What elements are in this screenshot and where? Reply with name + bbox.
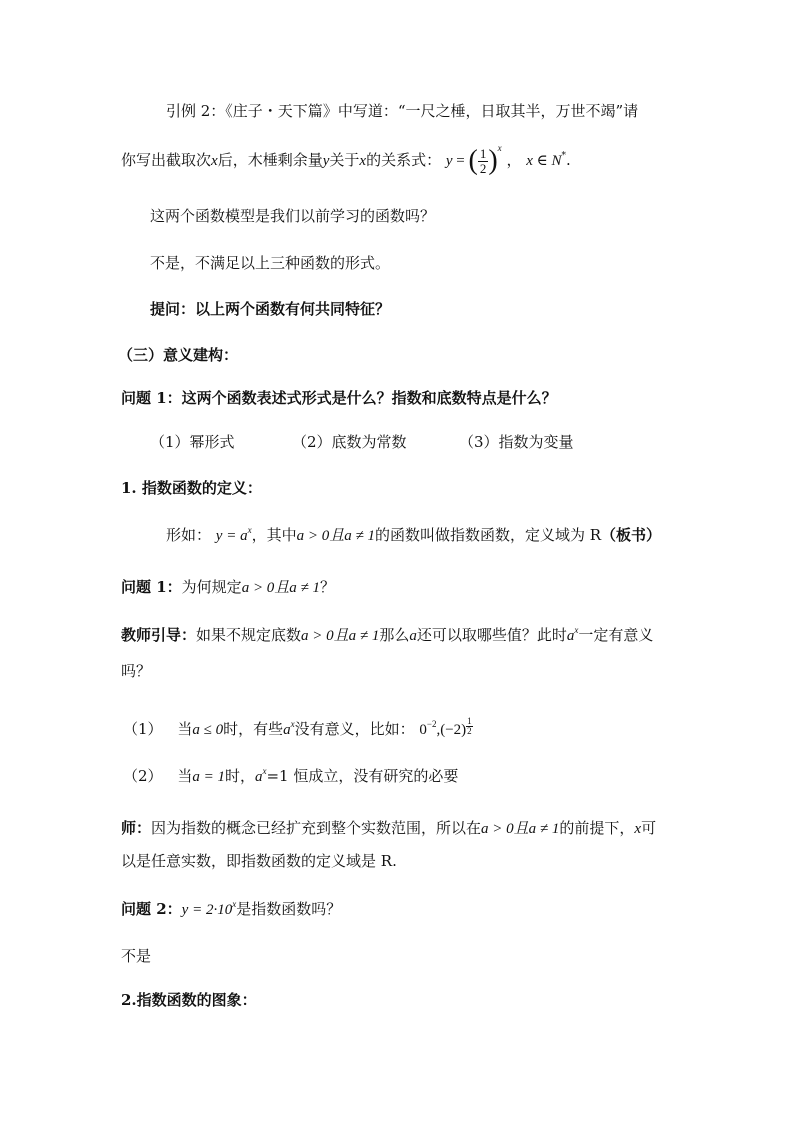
teacher-note-line-1: 师：因为指数的概念已经扩充到整个实数范围，所以在a > 0且a ≠ 1的前提下，x可 xyxy=(121,819,657,837)
var-x: x xyxy=(211,153,218,169)
var-y: y xyxy=(322,153,330,169)
example-zero-exponent: −2 xyxy=(426,719,437,729)
intro-text: 引例 2：《庄子・天下篇》中写道：“一尺之棰，日取其半，万世不竭”请 xyxy=(166,102,639,120)
prompt-question: 提问：以上两个函数有何共同特征？ xyxy=(150,300,391,318)
definition-condition: a > 0且a ≠ 1 xyxy=(296,528,375,544)
equals-sign: = xyxy=(452,153,469,169)
problem-2-formula: y = 2·10 xyxy=(181,902,233,918)
intro-text-d: 的关系式： xyxy=(366,151,442,169)
example-zero: 0 xyxy=(419,722,427,738)
teacher-note-label: 师： xyxy=(121,819,152,837)
intro-text-a: 你写出截取次 xyxy=(121,151,212,169)
case-1-number: （1） xyxy=(123,720,163,738)
teacher-guide-line-2: 吗？ xyxy=(121,662,152,680)
question-1b-condition: a > 0且a ≠ 1 xyxy=(241,580,321,596)
teacher-note-condition: a > 0且a ≠ 1 xyxy=(481,821,560,837)
formula-y: y xyxy=(445,153,453,169)
teacher-guide-line-1: 教师引导：如果不规定底数a > 0且a ≠ 1那么a还可以取哪些值？此时$a^x$一定有意义 xyxy=(121,625,654,644)
intro-line-2: 你写出截取次x后，木棰剩余量y关于x的关系式： y = ( $\frac{1}{2}$ )$^x$ ， x ∈ N*. xyxy=(121,143,571,176)
question-1b: 问题 1：为何规定a > 0且a ≠ 1？ xyxy=(121,578,336,596)
case-2-number: （2） xyxy=(123,767,163,785)
definition-formula: y = a xyxy=(215,528,248,544)
domain-expr: x ∈ N xyxy=(526,153,562,169)
case-2-condition: a = 1 xyxy=(192,769,225,785)
board-note: （板书） xyxy=(601,526,662,544)
domain-star: * xyxy=(561,151,567,161)
definition-pre: 形如： xyxy=(166,526,212,544)
exponent-x: x xyxy=(497,143,502,153)
left-paren: ( xyxy=(468,145,478,176)
teacher-note-line-2: 以是任意实数，即指数函数的定义域是 R. xyxy=(121,852,397,870)
teacher-guide-condition: a > 0且a ≠ 1 xyxy=(301,628,380,644)
comma: ， xyxy=(506,151,522,169)
question-model: 这两个函数模型是我们以前学习的函数吗？ xyxy=(150,207,436,225)
feature-1: （1）幂形式 xyxy=(150,433,235,451)
problem-1-heading: 问题 1：这两个函数表述式形式是什么？指数和底数特点是什么？ xyxy=(121,389,557,407)
answer-2: 不是 xyxy=(121,947,152,965)
intro-line-1 xyxy=(166,101,638,121)
feature-2: （2）底数为常数 xyxy=(292,433,407,451)
definition-post: 的函数叫做指数函数，定义域为 R xyxy=(374,526,602,544)
problem-2: 问题 2：$y = 2\cdot 10^x$是指数函数吗？ xyxy=(121,899,342,918)
intro-text-c: 关于 xyxy=(329,151,360,169)
fraction-half: $\frac{1}{2}$ xyxy=(479,145,487,176)
example-exponent-half: $\frac{1}{2}$ xyxy=(467,716,472,736)
case-1: （1） 当a ≤ 0时，有些$a^x$没有意义，比如： $0^{-2},(-2)$ $\frac{1}{2}$ xyxy=(123,716,472,738)
definition-mid: ，其中 xyxy=(251,526,297,544)
section-heading-3: （三）意义建构： xyxy=(118,346,239,364)
exponent-x: x xyxy=(247,525,252,535)
question-1b-label: 问题 1： xyxy=(121,578,182,596)
graph-heading: 2.指数函数的图象： xyxy=(121,991,257,1009)
var-x: x xyxy=(359,153,367,169)
case-1-condition: a ≤ 0 xyxy=(192,722,224,738)
case-2: （2） 当a = 1时，$a^x=1$ 恒成立，没有研究的必要 xyxy=(123,766,459,785)
teacher-guide-label: 教师引导： xyxy=(121,626,197,644)
definition-heading: 1. 指数函数的定义： xyxy=(121,479,262,497)
feature-3: （3）指数为变量 xyxy=(459,433,574,451)
example-neg-two: ,(−2) xyxy=(436,722,467,738)
problem-2-label: 问题 2： xyxy=(121,900,182,918)
definition-line xyxy=(166,525,661,546)
right-paren: ) xyxy=(488,145,498,176)
answer-model: 不是，不满足以上三种函数的形式。 xyxy=(150,254,391,272)
intro-text-b: 后，木棰剩余量 xyxy=(217,151,323,169)
